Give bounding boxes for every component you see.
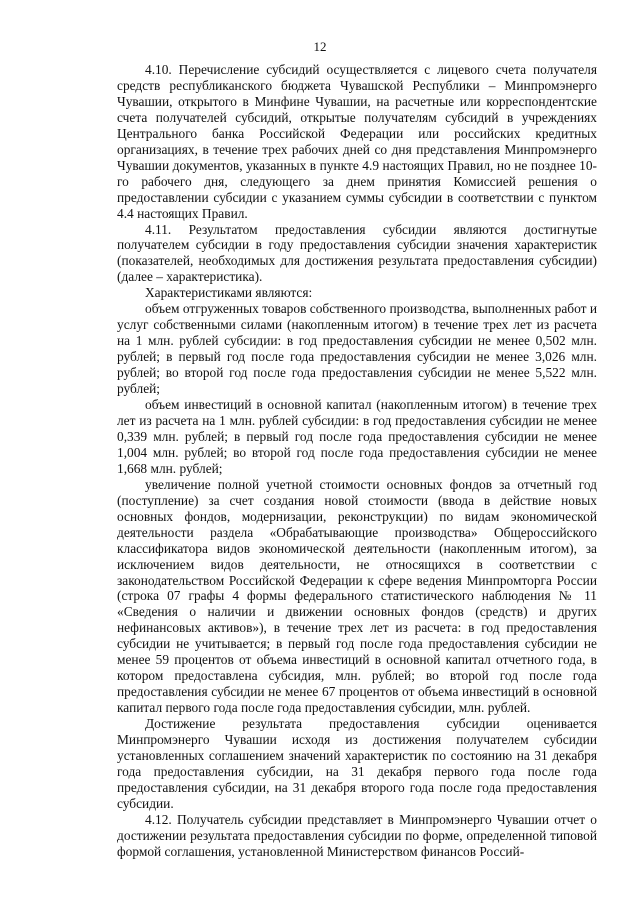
paragraph-4-11: 4.11. Результатом предоставления субсидии являются достигнутые получателем субсидии в году предоставления субсидии значения характеристик (показателей, необходимых для достижения результата предоставления субсидии) (далее – характеристика). (117, 221, 597, 285)
document-body (117, 62, 597, 860)
paragraph-characteristics-intro: Характеристиками являются: (145, 285, 313, 301)
paragraph-investments: объем инвестиций в основной капитал (накопленным итогом) в течение трех лет из расчета на 1 млн. рублей субсидии: в год предоставления субсидии не менее 0,339 млн. рублей; в первый год после года предоставления субсидии не менее 1,004 млн. рублей; во второй год после года предоставления субсидии не менее 1,668 млн. рублей; (117, 397, 597, 476)
paragraph-4-10: 4.10. Перечисление субсидий осуществляется с лицевого счета получателя средств республиканского бюджета Чувашской Республики – Минпромэнерго Чувашии, открытого в Минфине Чувашии, на расчетные или корреспондентские счета получателей субсидий, открытые получателям субсидий в учреждениях Центрального банка Российской Федерации или российских кредитных организациях, в течение трех рабочих дней со дня представления Минпромэнерго Чувашии документов, указанных в пункте 4.9 настоящих Правил, но не позднее 10-го рабочего дня, следующего за днем принятия Комиссией решения о предоставлении субсидии с указанием суммы субсидии в соответствии с пунктом 4.4 настоящих Правил. (117, 62, 597, 221)
paragraph-result-evaluation: Достижение результата предоставления субсидии оценивается Минпромэнерго Чувашии исходя из достижения получателем субсидии установленных соглашением значений характеристик по состоянию на 31 декабря года предоставления субсидии, на 31 декабря первого года после года предоставления субсидии, на 31 декабря второго года после года предоставления субсидии. (117, 716, 597, 811)
paragraph-4-12: 4.12. Получатель субсидии представляет в Минпромэнерго Чувашии отчет о достижении результата предоставления субсидии по форме, определенной типовой формой соглашения, установленной Министерством финансов Россий- (117, 811, 597, 859)
page-number: 12 (313, 39, 327, 54)
paragraph-fixed-assets: увеличение полной учетной стоимости основных фондов за отчетный год (поступление) за счет создания новой стоимости (ввода в действие новых основных фондов, модернизации, реконструкции) по видам экономической деятельности раздела «Обрабатывающие производства» Общероссийского классификатора видов экономической деятельности (накопленным итогом), за исключением видов деятельности, не относящихся в соответствии с законодательством Российской Федерации к сфере ведения Минпромторга России (строка 07 графы 4 формы федерального статистического наблюдения № 11 «Сведения о наличии и движении основных фондов (средств) и других нефинансовых активов»), в течение трех лет из расчета: в год предоставления субсидии не учитывается; в первый год после года предоставления субсидии не менее 59 процентов от объема инвестиций в основной капитал отчетного года, в котором предоставлена субсидия, млн. рублей; во второй год после года предоставления субсидии не менее 67 процентов от объема инвестиций в основной капитал первого года после года предоставления субсидии, млн. рублей. (117, 476, 597, 716)
paragraph-shipped-goods: объем отгруженных товаров собственного производства, выполненных работ и услуг собственными силами (накопленным итогом) в течение трех лет из расчета на 1 млн. рублей субсидии: в год предоставления субсидии не менее 0,502 млн. рублей; в первый год после года предоставления субсидии не менее 3,026 млн. рублей; во второй год после года предоставления субсидии не менее 5,522 млн. рублей; (117, 301, 597, 397)
